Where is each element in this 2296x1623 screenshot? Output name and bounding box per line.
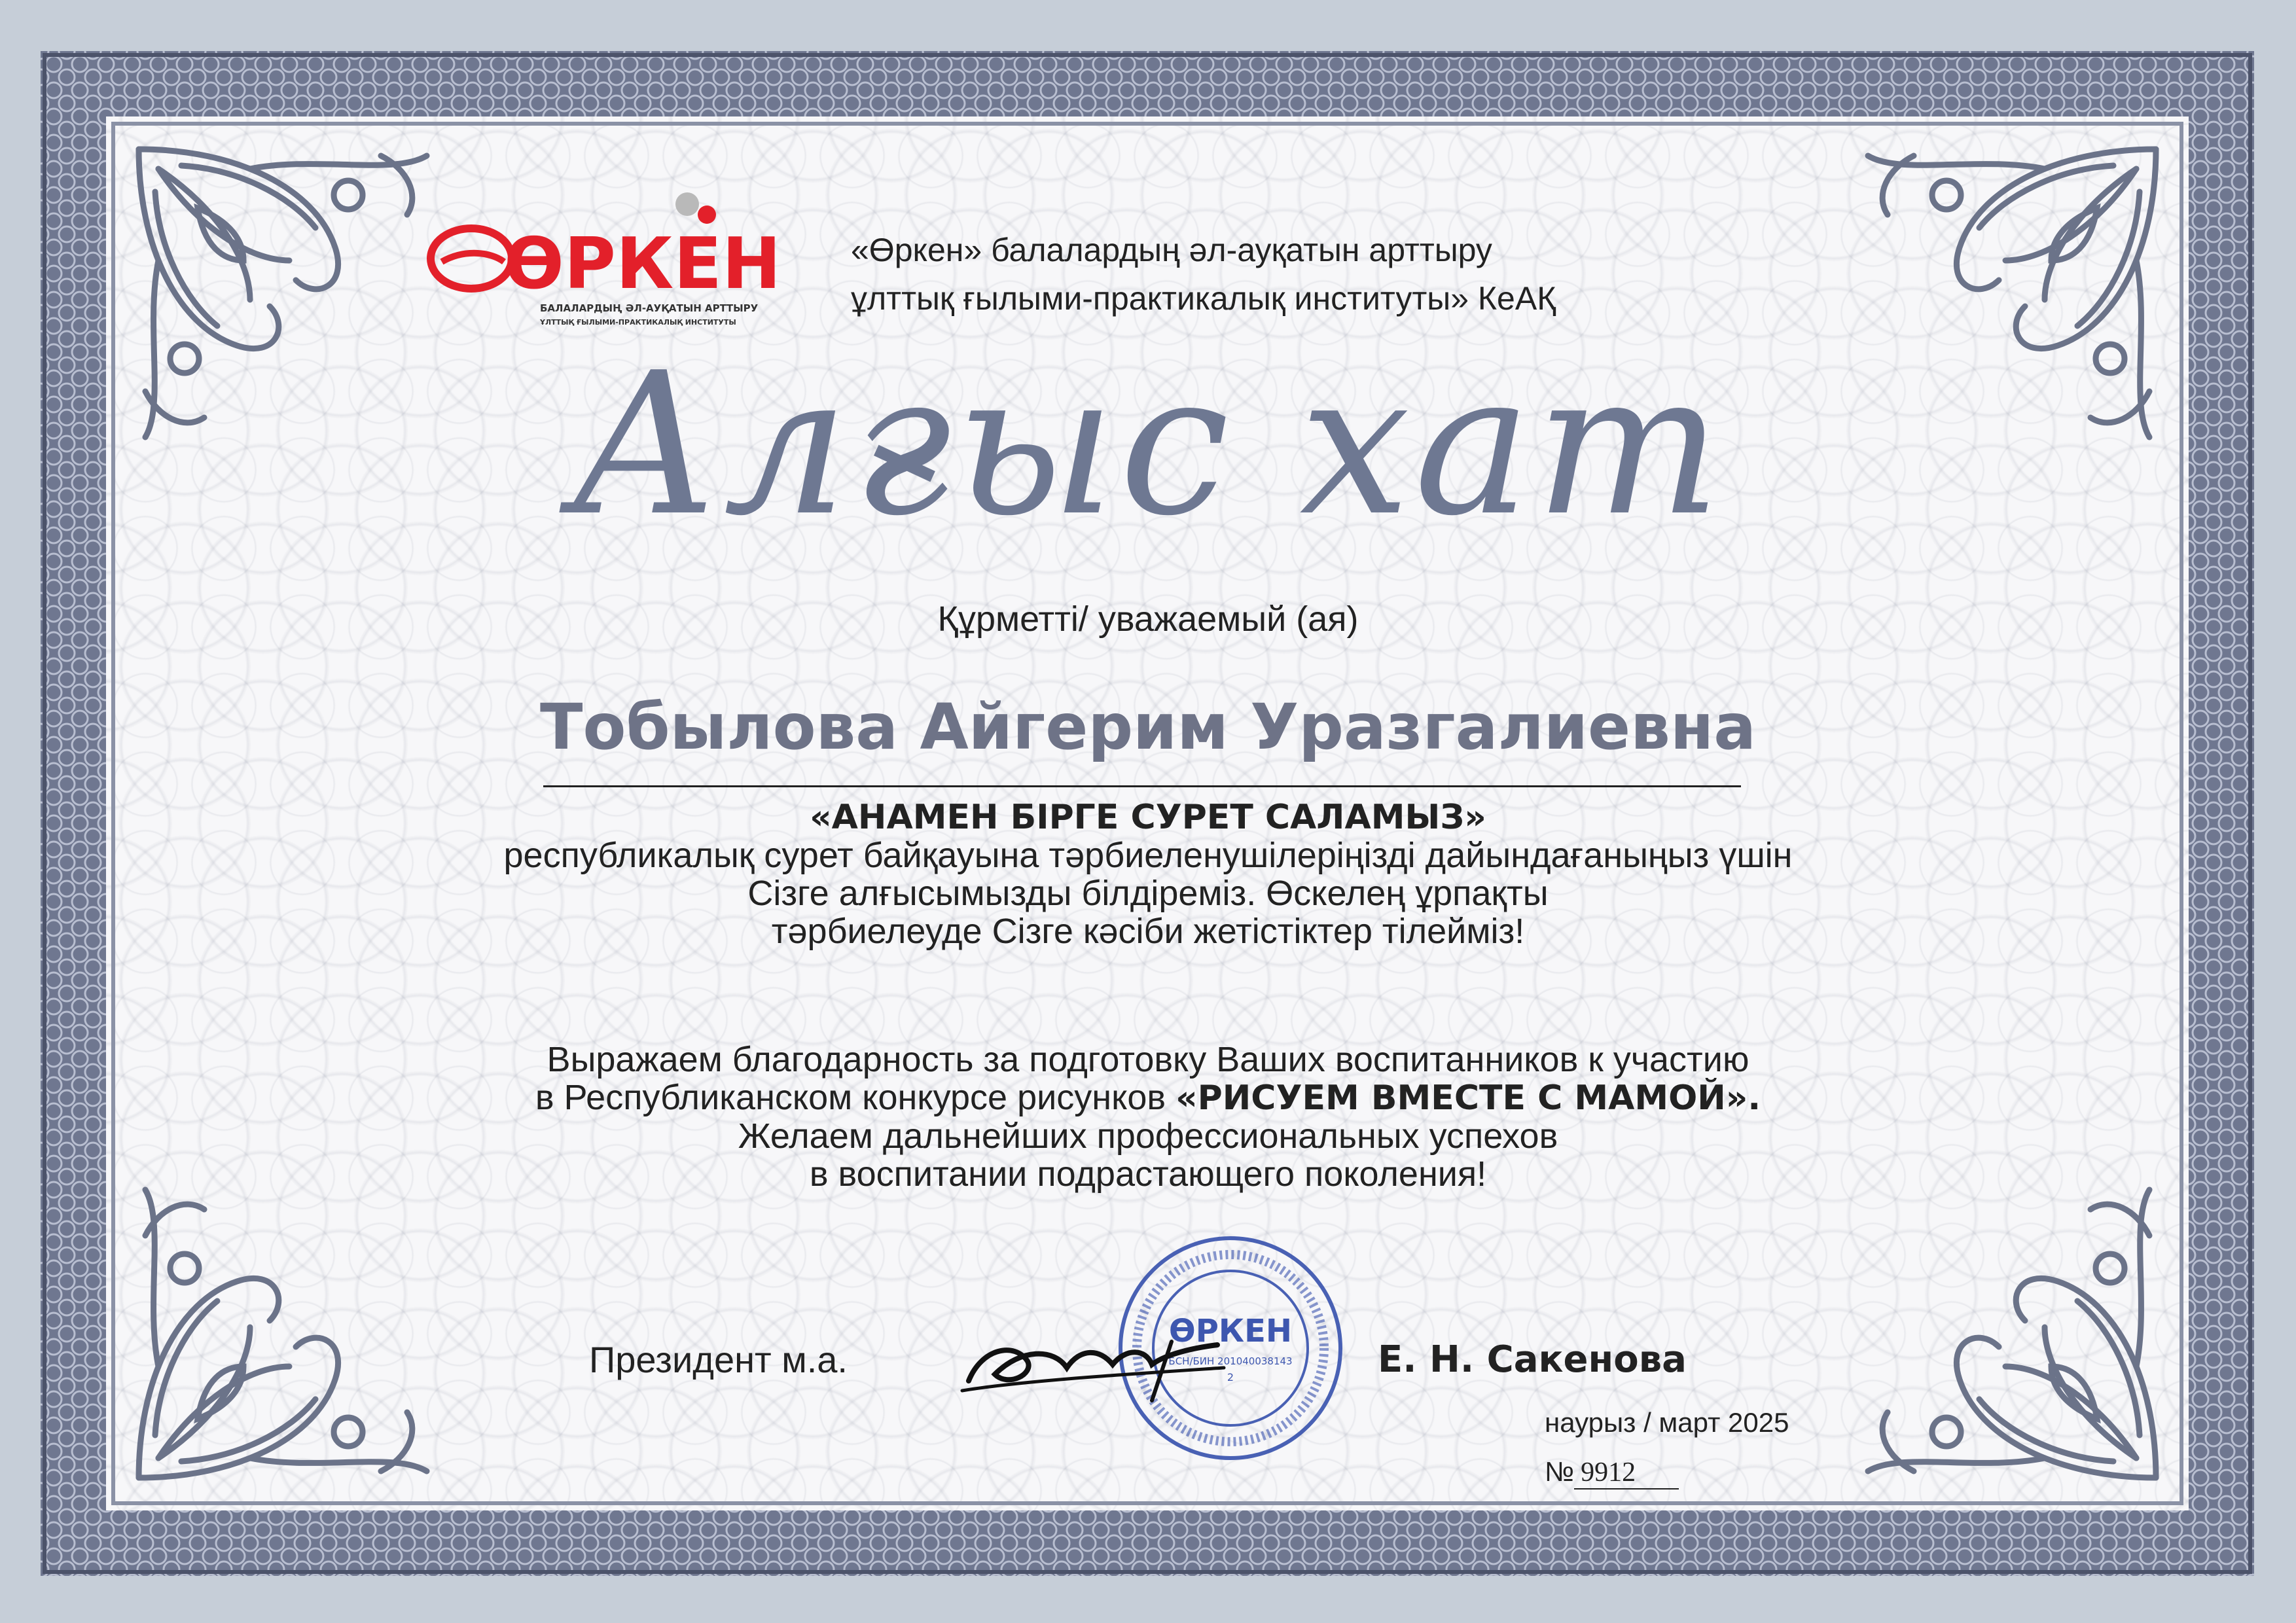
- stamp-code: 2: [1227, 1371, 1234, 1383]
- kazakh-line-3: тәрбиелеуде Сізге кәсіби жетістіктер тілейміз!: [771, 912, 1525, 951]
- russian-line-1: Выражаем благодарность за подготовку Ваших воспитанников к участию: [547, 1040, 1749, 1079]
- name-underline: [543, 785, 1741, 787]
- issue-date: наурыз / март 2025: [1545, 1407, 1789, 1438]
- russian-text: [0, 1041, 2296, 1193]
- certificate-number: [1545, 1456, 1679, 1489]
- organization-name: [851, 226, 1833, 323]
- certificate-title: Алғыс хат: [570, 330, 1726, 559]
- number-value: 9912: [1574, 1457, 1679, 1489]
- corner-ornament-icon: [1835, 1157, 2176, 1497]
- signatory-position: Президент м.а.: [589, 1339, 848, 1380]
- greeting: Құрметті/ уважаемый (ая): [937, 599, 1359, 639]
- recipient-name: Тобылова Айгерим Уразгалиевна: [540, 690, 1756, 764]
- kazakh-line-2: Сізге алғысымызды білдіреміз. Өскелең ұрпақты: [747, 874, 1549, 913]
- orken-logo: [425, 190, 781, 334]
- stamp-brand: ӨРКЕН: [1168, 1313, 1293, 1349]
- logo-wordmark: ӨРКЕН: [504, 223, 781, 305]
- logo-subtitle-2: ҰЛТТЫҚ ҒЫЛЫМИ-ПРАКТИКАЛЫҚ ИНСТИТУТЫ: [540, 318, 736, 327]
- russian-line-4: в воспитании подрастающего поколения!: [809, 1154, 1487, 1194]
- russian-line-3: Желаем дальнейших профессиональных успехов: [738, 1116, 1558, 1156]
- handwritten-signature-icon: [956, 1309, 1230, 1414]
- corner-ornament-icon: [119, 1157, 459, 1497]
- organization-line-1: «Өркен» балалардың әл-ауқатын арттыру: [851, 232, 1492, 268]
- kazakh-contest-title: «АНАМЕН БІРГЕ СУРЕТ САЛАМЫЗ»: [810, 798, 1486, 837]
- russian-contest-title: «РИСУЕМ ВМЕСТЕ С МАМОЙ».: [1175, 1079, 1761, 1118]
- russian-line-2: [0, 1079, 2296, 1117]
- stamp-bin: БСН/БИН 201040038143: [1168, 1355, 1293, 1367]
- organization-line-2: ұлттық ғылыми-практикалық институты» КеАҚ: [851, 280, 1556, 317]
- kazakh-line-1: республикалық сурет байқауына тәрбиеленушілеріңізді дайындағаныңыз үшін: [503, 836, 1793, 875]
- number-label: №: [1545, 1456, 1575, 1487]
- signer-name: Е. Н. Сакенова: [1378, 1338, 1687, 1381]
- russian-line-2-prefix: в Республиканском конкурсе рисунков: [535, 1078, 1166, 1117]
- kazakh-text: [0, 798, 2296, 950]
- logo-subtitle-1: БАЛАЛАРДЫҢ ӘЛ-АУҚАТЫН АРТТЫРУ: [540, 302, 759, 314]
